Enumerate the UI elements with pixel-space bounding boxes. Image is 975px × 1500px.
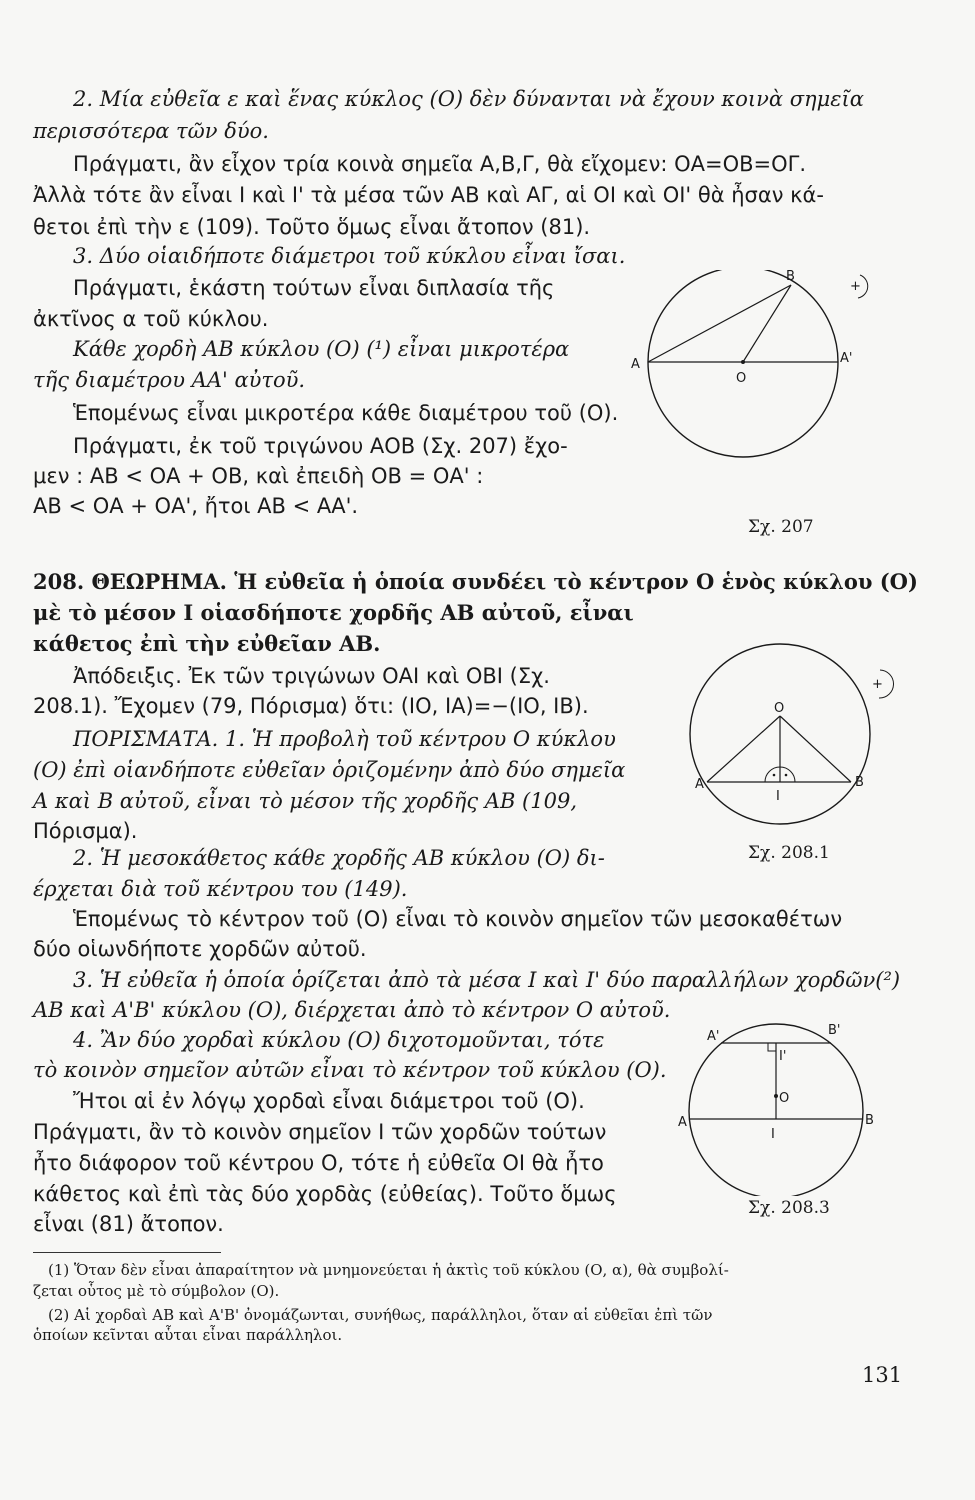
figure-208-1-caption: Σχ. 208.1 — [748, 843, 830, 863]
text-line: 3. Ἡ εὐθεῖα ἡ ὁποία ὁρίζεται ἀπὸ τὰ μέσα Ι καὶ Ι' δύο παραλλήλων χορδῶν(²) — [73, 968, 901, 992]
text-line: κάθετος ἐπὶ τὴν εὐθεῖαν ΑΒ. — [33, 631, 381, 656]
orientation-mark: + — [850, 279, 861, 294]
label-b-prime: B' — [828, 1023, 841, 1038]
text-line: θετοι ἐπὶ τὴν ε (109). Τοῦτο ὅμως εἶναι ἄτοπον (81). — [33, 215, 591, 239]
text-line: περισσότερα τῶν δύο. — [33, 119, 269, 143]
label-a-prime: A' — [840, 351, 853, 366]
theorem-heading: 208. ΘΕΩΡΗΜΑ. Ἡ εὐθεῖα ἡ ὁποία συνδέει τὸ κέντρον Ο ἑνὸς κύκλου (Ο) — [33, 569, 918, 594]
text-line: τῆς διαμέτρου ΑΑ' αὐτοῦ. — [33, 368, 306, 392]
label-b: B — [865, 1113, 874, 1128]
label-b: B — [855, 775, 864, 790]
text-line: 2. Ἡ μεσοκάθετος κάθε χορδῆς ΑΒ κύκλου (Ο) δι- — [73, 846, 605, 870]
figure-208-3-caption: Σχ. 208.3 — [748, 1198, 830, 1218]
label-a: A — [631, 357, 640, 372]
text-line: Κάθε χορδὴ ΑΒ κύκλου (Ο) (¹) εἶναι μικροτέρα — [73, 337, 570, 361]
text-line: Ἤτοι αἱ ἐν λόγῳ χορδαὶ εἶναι διάμετροι τοῦ (Ο). — [73, 1089, 585, 1113]
text-line: δύο οἱωνδήποτε χορδῶν αὐτοῦ. — [33, 937, 367, 961]
label-o: O — [779, 1091, 790, 1106]
footnote-rule — [33, 1252, 221, 1253]
footnote-line: (2) Αἱ χορδαὶ ΑΒ καὶ Α'Β' ὀνομάζωνται, συνήθως, παράλληλοι, ὅταν αἱ εὐθεῖαι ἐπὶ τῶν — [48, 1306, 713, 1324]
figure-208-3 — [676, 1016, 896, 1196]
figure-207 — [626, 270, 876, 480]
text-line: 3. Δύο οἱαιδήποτε διάμετροι τοῦ κύκλου εἶναι ἴσαι. — [73, 244, 626, 268]
text-line: Α καὶ Β αὐτοῦ, εἶναι τὸ μέσον τῆς χορδῆς ΑΒ (109, — [33, 789, 578, 813]
text-line: Πράγματι, ἑκάστη τούτων εἶναι διπλασία τῆς — [73, 276, 555, 300]
page-number: 131 — [862, 1363, 903, 1387]
text-line: 208.1). Ἔχομεν (79, Πόρισμα) ὅτι: (ΙΟ, ΙΑ)=−(ΙΟ, ΙΒ). — [33, 694, 589, 718]
text-line: Ἑπομένως τὸ κέντρον τοῦ (Ο) εἶναι τὸ κοινὸν σημεῖον τῶν μεσοκαθέτων — [73, 907, 843, 931]
label-b: B — [786, 270, 795, 284]
text-line: τὸ κοινὸν σημεῖον αὐτῶν εἶναι τὸ κέντρον τοῦ κύκλου (Ο). — [33, 1058, 667, 1082]
text-line: Ἀλλὰ τότε ἂν εἶναι Ι καὶ Ι' τὰ μέσα τῶν ΑΒ καὶ ΑΓ, αἱ ΟΙ καὶ ΟΙ' θὰ ἦσαν κά- — [33, 183, 824, 207]
text-line: ἦτο διάφορον τοῦ κέντρου Ο, τότε ἡ εὐθεῖα ΟΙ θὰ ἦτο — [33, 1151, 604, 1175]
text-line: ἀκτῖνος α τοῦ κύκλου. — [33, 307, 269, 331]
text-line: εἶναι (81) ἄτοπον. — [33, 1212, 224, 1236]
text-line: ΑΒ καὶ Α'Β' κύκλου (Ο), διέρχεται ἀπὸ τὸ κέντρον Ο αὐτοῦ. — [33, 998, 671, 1022]
label-o: O — [736, 371, 747, 386]
text-line: Πράγματι, ἂν εἶχον τρία κοινὰ σημεῖα Α,Β,Γ, θὰ εἴχομεν: ΟΑ=ΟΒ=ΟΓ. — [73, 152, 807, 176]
text-line: 4. Ἂν δύο χορδαὶ κύκλου (Ο) διχοτομοῦνται, τότε — [73, 1028, 605, 1052]
text-line: Πράγματι, ἐκ τοῦ τριγώνου ΑΟΒ (Σχ. 207) ἔχο- — [73, 434, 568, 458]
figure-208-1 — [683, 636, 913, 826]
text-line: Πράγματι, ἂν τὸ κοινὸν σημεῖον Ι τῶν χορδῶν τούτων — [33, 1120, 607, 1144]
text-line: κάθετος καὶ ἐπὶ τὰς δύο χορδὰς (εὐθείας). Τοῦτο ὅμως — [33, 1182, 617, 1206]
text-line: έρχεται διὰ τοῦ κέντρου του (149). — [33, 877, 408, 901]
footnote-line: (1) Ὅταν δὲν εἶναι ἀπαραίτητον νὰ μνημονεύεται ἡ ἀκτὶς τοῦ κύκλου (Ο, α), θὰ συμβολί- — [48, 1261, 729, 1279]
text-line: μεν : ΑΒ < ΟΑ + ΟΒ, καὶ ἐπειδὴ ΟΒ = ΟΑ' : — [33, 464, 484, 488]
orientation-mark: + — [872, 677, 883, 692]
text-line: (Ο) ἐπὶ οἱανδήποτε εὐθεῖαν ὁριζομένην ἀπὸ δύο σημεῖα — [33, 758, 626, 782]
footnote-line: ὁποίων κεῖνται αὗται εἶναι παράλληλοι. — [33, 1326, 343, 1344]
text-line: ΑΒ < ΟΑ + ΟΑ', ἤτοι ΑΒ < ΑΑ'. — [33, 494, 359, 518]
figure-207-caption: Σχ. 207 — [748, 517, 814, 537]
text-line: μὲ τὸ μέσον Ι οἱασδήποτε χορδῆς ΑΒ αὐτοῦ, εἶναι — [33, 600, 634, 625]
label-i: I — [771, 1127, 775, 1142]
label-a: A — [695, 777, 704, 792]
label-i-prime: I' — [779, 1049, 787, 1064]
label-i: I — [776, 789, 780, 804]
text-line: Ἑπομένως εἶναι μικροτέρα κάθε διαμέτρου τοῦ (Ο). — [73, 401, 619, 425]
label-a-prime: A' — [707, 1029, 720, 1044]
label-a: A — [678, 1115, 687, 1130]
text-line: Πόρισμα). — [33, 819, 138, 843]
label-o: O — [774, 701, 785, 716]
text-line: Ἀπόδειξις. Ἐκ τῶν τριγώνων ΟΑΙ καὶ ΟΒΙ (Σχ. — [73, 664, 550, 688]
text-line: ΠΟΡΙΣΜΑΤΑ. 1. Ἡ προβολὴ τοῦ κέντρου Ο κύκλου — [73, 727, 616, 751]
text-line: 2. Μία εὐθεῖα ε καὶ ἕνας κύκλος (Ο) δὲν δύνανται νὰ ἔχουν κοινὰ σημεῖα — [73, 87, 864, 111]
footnote-line: ζεται οὗτος μὲ τὸ σύμβολον (Ο). — [33, 1282, 280, 1300]
